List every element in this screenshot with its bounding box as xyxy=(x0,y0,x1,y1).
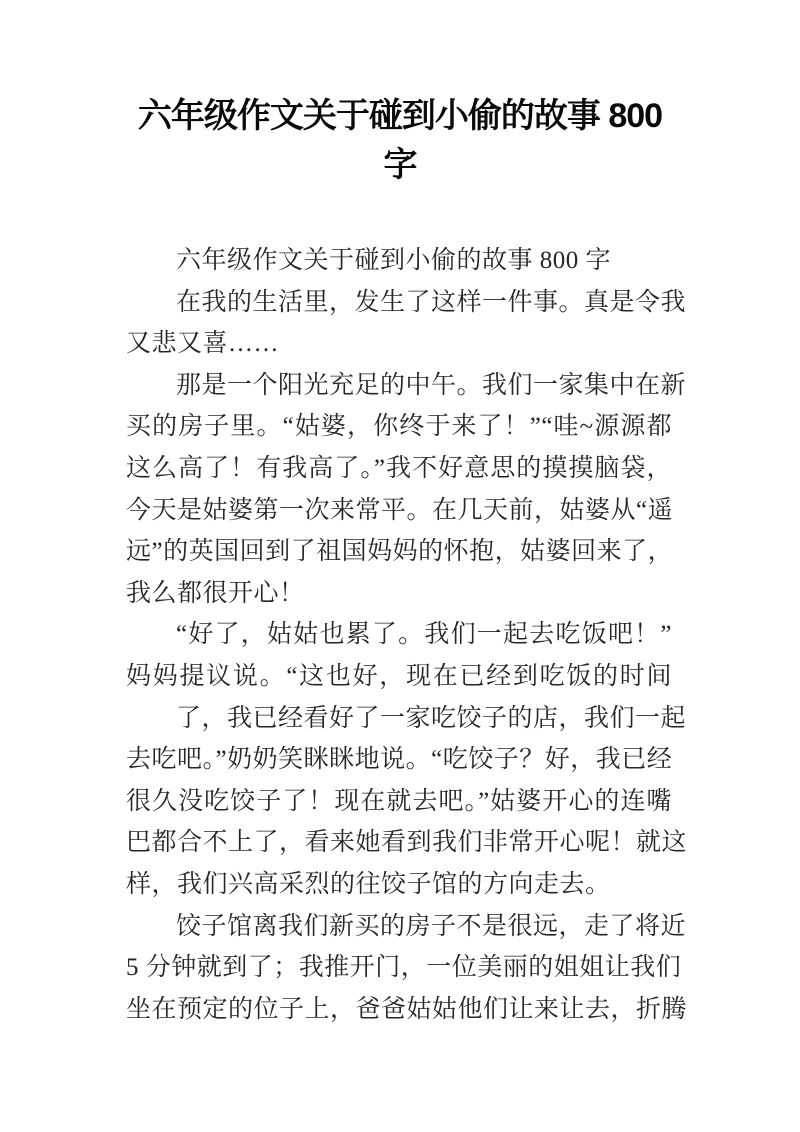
essay-text-line: 饺子馆离我们新买的房子不是很远，走了将近 xyxy=(176,912,687,940)
essay-title-line2: 字 xyxy=(383,146,417,184)
essay-text-line: 这么高了！有我高了。”我不好意思的摸摸脑袋， xyxy=(126,454,672,482)
essay-text-line: 今天是姑婆第一次来常平。在几天前，姑婆从“遥 xyxy=(126,496,674,524)
essay-text-line: 妈妈提议说。“这也好，现在已经到吃饭的时间 xyxy=(126,662,672,690)
essay-text-line: “好了，姑姑也累了。我们一起去吃饭吧！” xyxy=(176,621,672,649)
essay-text-line: 我么都很开心！ xyxy=(126,579,305,607)
essay-text-line: 买的房子里。“姑婆，你终于来了！”“哇~源源都 xyxy=(126,413,672,441)
essay-text-line: 远”的英国回到了祖国妈妈的怀抱，姑婆回来了， xyxy=(126,538,674,566)
essay-title xyxy=(0,92,800,190)
essay-title-line1: 六年级作文关于碰到小偷的故事 800 xyxy=(137,97,663,135)
essay-text-line: 又悲又喜…… xyxy=(126,330,280,358)
essay-text-line: 那是一个阳光充足的中午。我们一家集中在新 xyxy=(176,371,687,399)
essay-text-line: 样，我们兴高采烈的往饺子馆的方向走去。 xyxy=(126,870,611,898)
essay-text-line: 了，我已经看好了一家吃饺子的店，我们一起 xyxy=(176,704,687,732)
essay-text-line: 在我的生活里，发生了这样一件事。真是令我 xyxy=(176,288,687,316)
essay-body xyxy=(126,240,688,1030)
essay-text-line: 坐在预定的位子上，爸爸姑姑他们让来让去，折腾 xyxy=(126,995,688,1023)
essay-text-line: 5 分钟就到了；我推开门，一位美丽的姐姐让我们 xyxy=(126,954,682,982)
essay-text-line: 巴都合不上了，看来她看到我们非常开心呢！就这 xyxy=(126,829,688,857)
essay-text-line: 很久没吃饺子了！现在就去吧。”姑婆开心的连嘴 xyxy=(126,787,672,815)
essay-text-line: 去吃吧。”奶奶笑眯眯地说。“吃饺子？好，我已经 xyxy=(126,746,673,774)
essay-text-line: 六年级作文关于碰到小偷的故事 800 字 xyxy=(176,247,612,274)
